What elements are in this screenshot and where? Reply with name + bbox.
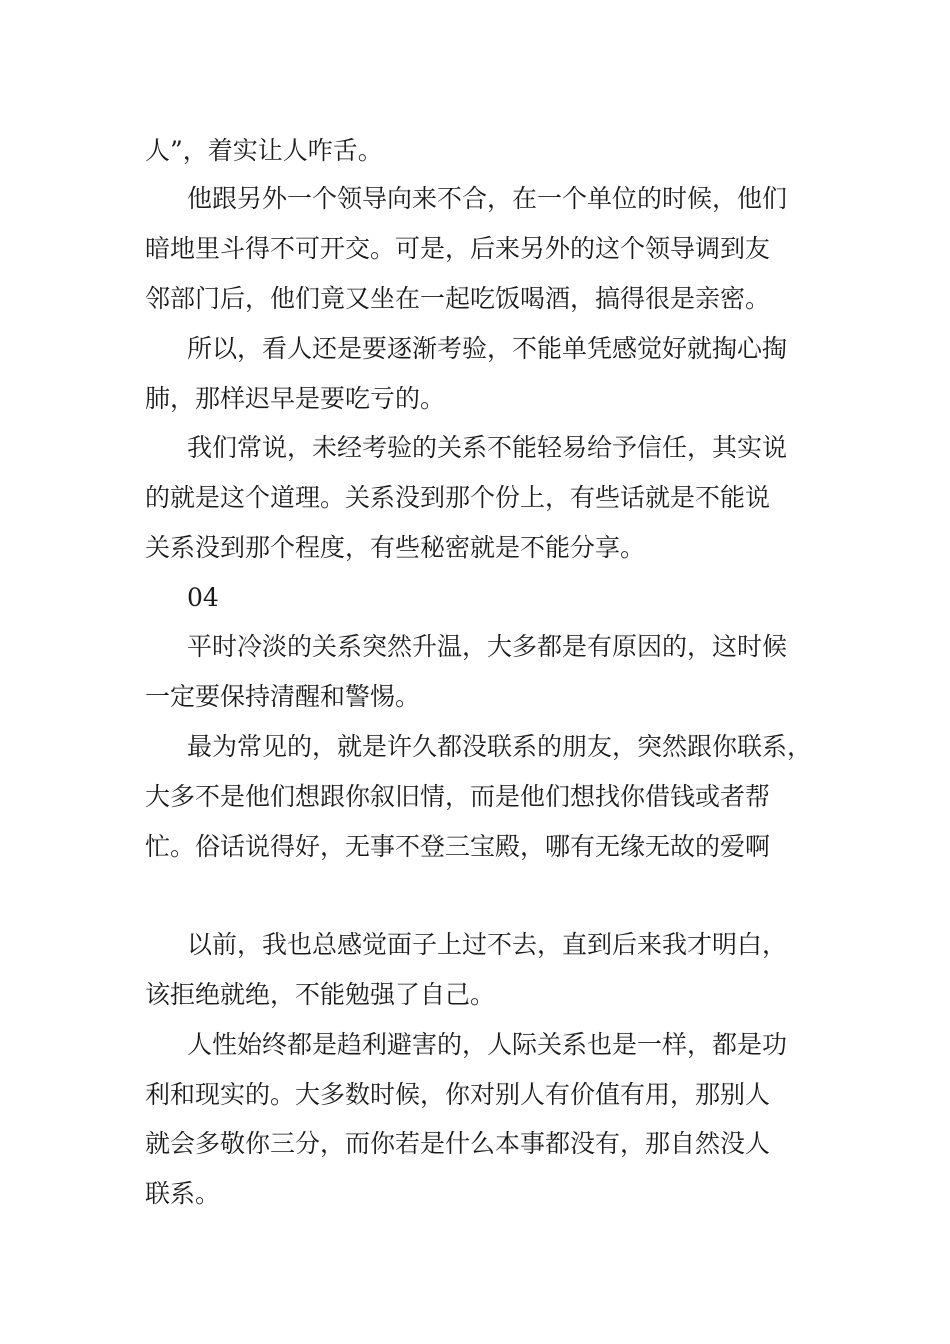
text-line: 就会多敬你三分，而你若是什么本事都没有，那自然没人: [145, 1129, 771, 1158]
paragraph-first-line: 最为常见的，就是许久都没联系的朋友，突然跟你联系，: [187, 732, 813, 761]
paragraph-first-line: 平时冷淡的关系突然升温，大多都是有原因的，这时候: [187, 632, 788, 661]
text-line: 暗地里斗得不可开交。可是，后来另外的这个领导调到友: [145, 234, 771, 263]
text-line: 联系。: [145, 1179, 221, 1208]
text-line: 人”，着实让人咋舌。: [145, 136, 383, 165]
paragraph-first-line: 以前，我也总感觉面子上过不去，直到后来我才明白，: [187, 930, 788, 959]
text-line: 邻部门后，他们竟又坐在一起吃饭喝酒，搞得很是亲密。: [145, 284, 771, 313]
paragraph-first-line: 所以，看人还是要逐渐考验，不能单凭感觉好就掏心掏: [187, 334, 788, 363]
text-line: 关系没到那个程度，有些秘密就是不能分享。: [145, 533, 646, 562]
paragraph-first-line: 我们常说，未经考验的关系不能轻易给予信任，其实说: [187, 433, 788, 462]
paragraph-first-line: 人性始终都是趋利避害的，人际关系也是一样，都是功: [187, 1030, 788, 1059]
text-line: 忙。俗话说得好，无事不登三宝殿，哪有无缘无故的爱啊: [145, 832, 771, 861]
text-line: 肺，那样迟早是要吃亏的。: [145, 384, 446, 413]
paragraph-first-line: 他跟另外一个领导向来不合，在一个单位的时候，他们: [187, 184, 788, 213]
text-line: 该拒绝就绝，不能勉强了自己。: [145, 980, 496, 1009]
text-line: 一定要保持清醒和警惕。: [145, 682, 421, 711]
text-line: 的就是这个道理。关系没到那个份上，有些话就是不能说: [145, 483, 771, 512]
text-line: 大多不是他们想跟你叙旧情，而是他们想找你借钱或者帮: [145, 782, 771, 811]
section-number: 04: [187, 583, 219, 612]
text-line: 利和现实的。大多数时候，你对别人有价值有用，那别人: [145, 1080, 771, 1109]
